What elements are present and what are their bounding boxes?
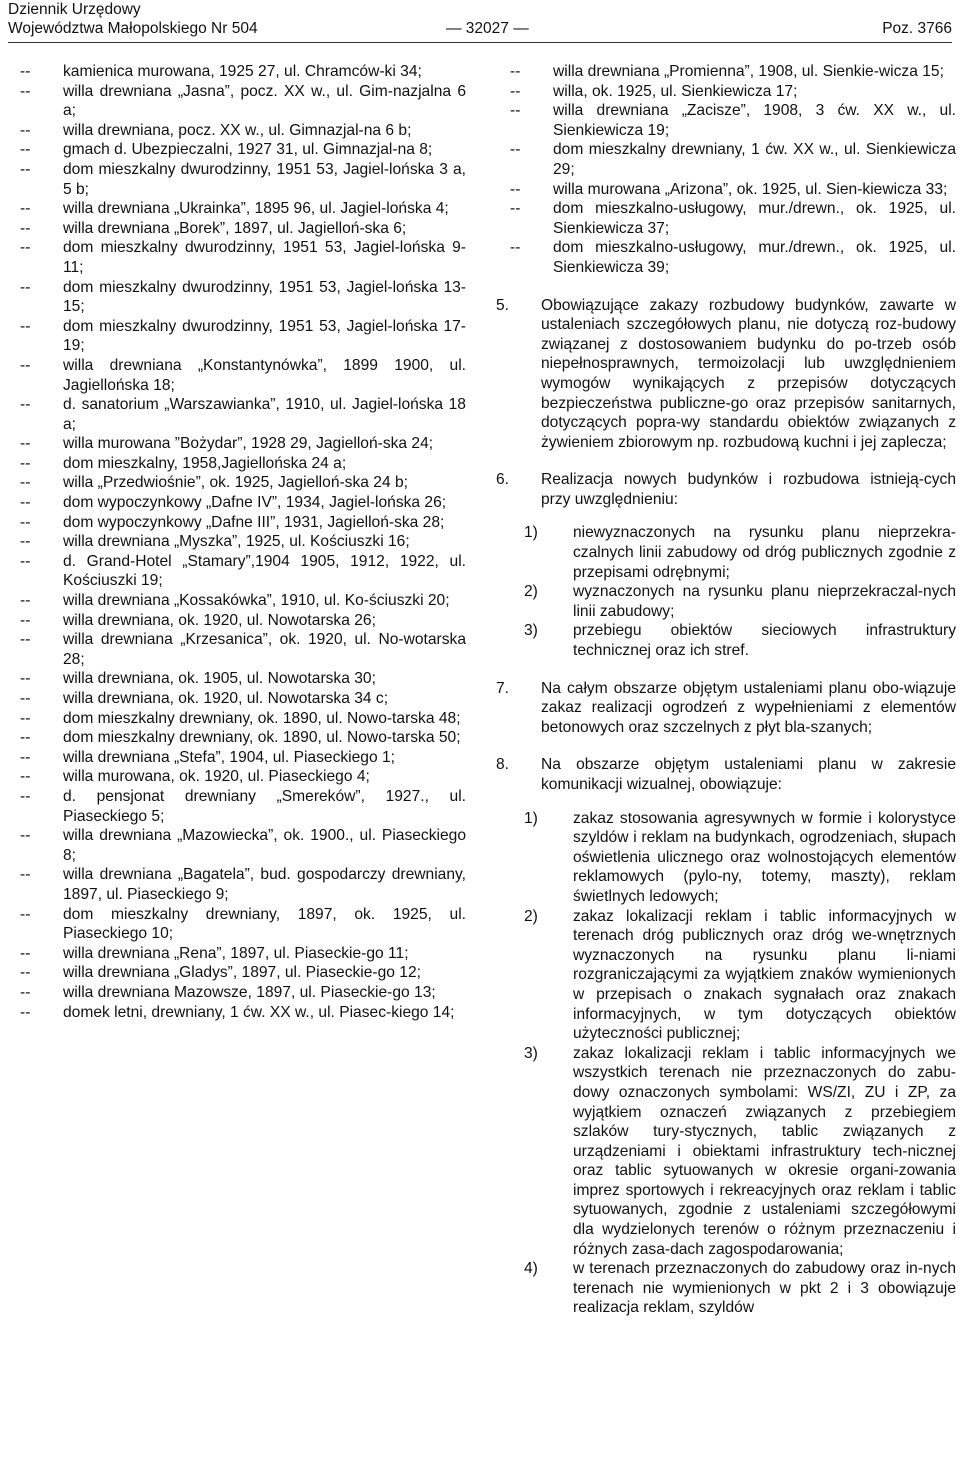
list-dash: -- xyxy=(20,435,31,453)
paragraph-8-item-1 xyxy=(510,809,956,907)
list-item xyxy=(20,669,466,689)
list-dash: -- xyxy=(20,768,31,786)
list-dash: -- xyxy=(20,944,31,962)
item-number: 2) xyxy=(524,907,538,925)
paragraph-5 xyxy=(496,296,956,453)
list-item xyxy=(20,140,466,160)
item-text: zakaz stosowania agresywnych w formie i kolorystyce szyldów i reklam na budynkach, ogrodzeniach, słupach oświetlenia ulicznego oraz wolnostojących elementów reklamowych (pylo-ny, totemy, maszty), reklam świetlnych ledowych; xyxy=(573,809,956,905)
paragraph-number: 5. xyxy=(496,296,510,314)
paragraph-6-item-1 xyxy=(510,523,956,582)
paragraph-7 xyxy=(496,679,956,738)
list-item-text: willa drewniana „Mazowiecka”, ok. 1900., ul. Piaseckiego 8; xyxy=(63,827,466,864)
list-item xyxy=(20,787,466,826)
list-dash: -- xyxy=(20,82,31,100)
list-dash: -- xyxy=(20,827,31,845)
list-dash: -- xyxy=(20,513,31,531)
list-item-text: willa drewniana „Bagatela”, bud. gospodarczy drewniany, 1897, ul. Piaseckiego 9; xyxy=(63,866,466,903)
list-item xyxy=(510,238,956,277)
list-dash: -- xyxy=(20,63,31,80)
list-dash: -- xyxy=(20,709,31,727)
list-item-text: kamienica murowana, 1925 27, ul. Chramców-ki 34; xyxy=(63,63,422,80)
list-item-text: dom mieszkalny dwurodzinny, 1951 53, Jagiel-lońska 3 a, 5 b; xyxy=(63,160,466,198)
list-dash: -- xyxy=(20,356,31,374)
list-item xyxy=(510,180,956,200)
paragraph-text: Obowiązujące zakazy rozbudowy budynków, zawarte w ustaleniach szczegółowych planu, nie dotyczą roz-budowy związanej z dostosowaniem budynku do po-trzeb osób niepełnosprawnych, termoizolacji lub uwzględnieniem wymogów wynikających z przepisów dotyczących bezpieczeństwa publiczne-go oraz przepisów sanitarnych, dotyczących popra-wy standardu obiektów związanych z żywieniem zbiorowym np. rozbudową kuchni i jej zaplecza; xyxy=(541,296,956,451)
item-text: zakaz lokalizacji reklam i tablic informacyjnych w terenach dróg publicznych oraz dróg we-wnętrznych wyznaczonych na rysunku planu li-niami rozgraniczającymi za wyjątkiem znaków wymienionych w przepisach o znakach sygnałach oraz znakach informacyjnych, w tym dotyczących obiektów użyteczności publicznej; xyxy=(573,907,956,1043)
list-item xyxy=(510,140,956,179)
list-item xyxy=(20,473,466,493)
list-dash: -- xyxy=(20,239,31,257)
list-item-text: dom mieszkalno-usługowy, mur./drewn., ok. 1925, ul. Sienkiewicza 37; xyxy=(553,200,956,237)
list-item xyxy=(20,219,466,239)
list-dash: -- xyxy=(20,964,31,982)
list-dash: -- xyxy=(20,670,31,688)
list-item xyxy=(20,493,466,513)
list-item-text: willa drewniana „Stefa”, 1904, ul. Piaseckiego 1; xyxy=(63,748,395,766)
item-number: 3) xyxy=(524,622,538,640)
paragraph-6-item-2 xyxy=(510,582,956,621)
list-item-text: d. Grand-Hotel „Stamary”,1904 1905, 1912, 1922, ul. Kościuszki 19; xyxy=(63,552,466,590)
list-dash: -- xyxy=(20,552,31,570)
list-item xyxy=(20,356,466,395)
list-dash: -- xyxy=(20,317,31,335)
item-number: 4) xyxy=(524,1260,538,1278)
paragraph-number: 6. xyxy=(496,471,510,489)
voivodeship-issue: Województwa Małopolskiego Nr 504 xyxy=(8,20,258,37)
list-item-text: dom mieszkalny, 1958,Jagiellońska 24 a; xyxy=(63,454,347,472)
header-rule xyxy=(8,42,952,43)
list-item xyxy=(20,160,466,199)
list-item xyxy=(20,278,466,317)
list-item-text: dom mieszkalny drewniany, 1 ćw. XX w., ul. Sienkiewicza 29; xyxy=(553,141,956,178)
paragraph-8-item-3 xyxy=(510,1044,956,1260)
list-item-text: willa drewniana, pocz. XX w., ul. Gimnazjal-na 6 b; xyxy=(63,121,412,139)
list-dash: -- xyxy=(20,592,31,610)
list-dash: -- xyxy=(20,396,31,414)
paragraph-text: Na obszarze objętym ustaleniami planu w zakresie komunikacji wizualnej, obowiązuje: xyxy=(541,756,956,793)
list-item-text: dom mieszkalny drewniany, ok. 1890, ul. Nowo-tarska 50; xyxy=(63,729,461,747)
list-item xyxy=(20,905,466,944)
list-dash: -- xyxy=(510,180,521,198)
journal-title: Dziennik Urzędowy xyxy=(8,1,141,18)
list-dash: -- xyxy=(20,1003,31,1021)
list-item-text: dom mieszkalny dwurodzinny, 1951 53, Jagiel-lońska 17-19; xyxy=(63,317,466,355)
list-item xyxy=(20,238,466,277)
list-item-text: willa drewniana, ok. 1920, ul. Nowotarska 34 c; xyxy=(63,690,389,707)
list-item-text: d. pensjonat drewniany „Smereków”, 1927., ul. Piaseckiego 5; xyxy=(63,787,466,825)
item-number: 1) xyxy=(524,524,538,542)
list-item-text: dom mieszkalny drewniany, ok. 1890, ul. Nowo-tarska 48; xyxy=(63,709,461,727)
list-item-text: willa murowana „Arizona”, ok. 1925, ul. Sien-kiewicza 33; xyxy=(553,180,948,198)
list-item xyxy=(20,434,466,454)
list-dash: -- xyxy=(20,631,31,649)
list-dash: -- xyxy=(20,494,31,512)
list-dash: -- xyxy=(20,866,31,884)
list-item-text: willa drewniana „Promienna”, 1908, ul. Sienkie-wicza 15; xyxy=(553,63,944,80)
list-item xyxy=(20,513,466,533)
list-item-text: willa drewniana „Krzesanica”, ok. 1920, ul. No-wotarska 28; xyxy=(63,631,466,668)
list-item-text: willa „Przedwiośnie”, ok. 1925, Jagielloń-ska 24 b; xyxy=(63,474,408,492)
list-dash: -- xyxy=(20,533,31,551)
list-item-text: willa drewniana „Konstantynówka”, 1899 1900, ul. Jagiellońska 18; xyxy=(63,356,466,394)
list-item-text: willa drewniana „Gladys”, 1897, ul. Piaseckie-go 12; xyxy=(63,964,421,982)
list-item-text: willa drewniana, ok. 1920, ul. Nowotarska 26; xyxy=(63,611,376,629)
list-dash: -- xyxy=(20,278,31,296)
list-item-text: willa drewniana „Jasna”, pocz. XX w., ul. Gim-nazjalna 6 a; xyxy=(63,82,466,120)
list-dash: -- xyxy=(20,454,31,472)
list-item-text: dom mieszkalny dwurodzinny, 1951 53, Jagiel-lońska 13-15; xyxy=(63,278,466,316)
list-item-text: willa drewniana „Kossakówka”, 1910, ul. Ko-ściuszki 20; xyxy=(63,592,450,610)
list-item-text: willa drewniana „Rena”, 1897, ul. Piaseckie-go 11; xyxy=(63,944,409,962)
list-item xyxy=(510,62,956,82)
page-header xyxy=(8,0,952,44)
list-item xyxy=(20,630,466,669)
list-dash: -- xyxy=(20,219,31,237)
list-dash: -- xyxy=(20,905,31,923)
list-item-text: dom wypoczynkowy „Dafne IV”, 1934, Jagiel-lońska 26; xyxy=(63,494,447,512)
page-number: — 32027 — xyxy=(446,20,529,37)
list-item xyxy=(20,826,466,865)
journal-subtitle xyxy=(8,20,952,38)
list-dash: -- xyxy=(510,102,521,120)
list-item xyxy=(20,199,466,219)
list-dash: -- xyxy=(20,474,31,492)
list-item xyxy=(20,689,466,709)
list-item xyxy=(20,121,466,141)
list-item xyxy=(20,767,466,787)
list-dash: -- xyxy=(510,141,521,159)
list-item-text: willa murowana, ok. 1920, ul. Piaseckiego 4; xyxy=(63,768,370,786)
list-dash: -- xyxy=(20,690,31,707)
list-item xyxy=(20,748,466,768)
list-item xyxy=(20,82,466,121)
list-item-text: willa drewniana „Borek”, 1897, ul. Jagielloń-ska 6; xyxy=(63,219,407,237)
monument-list-continued xyxy=(510,62,956,278)
list-item-text: willa, ok. 1925, ul. Sienkiewicza 17; xyxy=(553,82,798,100)
item-text: przebiegu obiektów sieciowych infrastruktury technicznej oraz ich stref. xyxy=(573,622,956,660)
list-item-text: willa drewniana, ok. 1905, ul. Nowotarska 30; xyxy=(63,670,376,688)
list-item xyxy=(20,611,466,631)
list-item xyxy=(20,395,466,434)
list-dash: -- xyxy=(20,141,31,159)
list-item xyxy=(20,1003,466,1023)
list-dash: -- xyxy=(20,160,31,178)
list-item-text: willa drewniana „Ukrainka”, 1895 96, ul. Jagiel-lońska 4; xyxy=(63,200,449,218)
list-item xyxy=(20,944,466,964)
list-item-text: dom wypoczynkowy „Dafne III”, 1931, Jagielloń-ska 28; xyxy=(63,513,445,531)
paragraph-6-item-3 xyxy=(510,621,956,660)
item-text: w terenach przeznaczonych do zabudowy oraz in-nych terenach nie wymienionych w pkt 2 i 3 obowiązuje realizacja reklam, szyldów xyxy=(573,1260,956,1317)
list-dash: -- xyxy=(20,787,31,805)
item-text: niewyznaczonych na rysunku planu nieprzekra-czalnych linii zabudowy od dróg publicznych zgodnie z przepisami odrębnymi; xyxy=(573,524,956,581)
list-item-text: willa murowana ”Bożydar”, 1928 29, Jagielloń-ska 24; xyxy=(63,435,434,453)
paragraph-text: Na całym obszarze objętym ustaleniami planu obo-wiązuje zakaz realizacji ogrodzeń z wypełnieniami z elementów betonowych oraz szczelnych z płyt bla-szanych; xyxy=(541,679,956,736)
list-item-text: dom mieszkalny dwurodzinny, 1951 53, Jagiel-lońska 9-11; xyxy=(63,239,466,276)
list-item-text: willa drewniana „Zacisze”, 1908, 3 ćw. XX w., ul. Sienkiewicza 19; xyxy=(553,102,956,139)
paragraph-number: 7. xyxy=(496,679,510,697)
list-item xyxy=(510,199,956,238)
item-number: 3) xyxy=(524,1044,538,1062)
list-item-text: dom mieszkalno-usługowy, mur./drewn., ok. 1925, ul. Sienkiewicza 39; xyxy=(553,239,956,276)
list-item-text: domek letni, drewniany, 1 ćw. XX w., ul. Piasec-kiego 14; xyxy=(63,1003,455,1021)
paragraph-8-item-2 xyxy=(510,907,956,1044)
list-dash: -- xyxy=(510,200,521,218)
list-dash: -- xyxy=(20,121,31,139)
list-item xyxy=(20,983,466,1003)
list-dash: -- xyxy=(20,729,31,747)
list-dash: -- xyxy=(20,200,31,218)
paragraph-8-item-4 xyxy=(510,1259,956,1318)
paragraph-8 xyxy=(496,755,956,794)
list-item xyxy=(20,591,466,611)
list-dash: -- xyxy=(20,983,31,1001)
list-item-text: gmach d. Ubezpieczalni, 1927 31, ul. Gimnazjal-na 8; xyxy=(63,141,433,159)
list-item xyxy=(20,963,466,983)
left-column xyxy=(20,62,466,1022)
list-dash: -- xyxy=(20,611,31,629)
list-item-text: willa drewniana „Myszka”, 1925, ul. Kościuszki 16; xyxy=(63,533,410,551)
list-item xyxy=(20,454,466,474)
list-item-text: willa drewniana Mazowsze, 1897, ul. Piaseckie-go 13; xyxy=(63,983,436,1001)
position-number: Poz. 3766 xyxy=(882,20,952,37)
list-item-text: dom mieszkalny drewniany, 1897, ok. 1925, ul. Piaseckiego 10; xyxy=(63,905,466,943)
list-dash: -- xyxy=(510,63,521,80)
list-item xyxy=(20,728,466,748)
list-item xyxy=(20,532,466,552)
list-item xyxy=(510,101,956,140)
list-item xyxy=(20,865,466,904)
list-item xyxy=(20,317,466,356)
paragraph-number: 8. xyxy=(496,756,510,774)
item-text: wyznaczonych na rysunku planu nieprzekraczal-nych linii zabudowy; xyxy=(573,583,956,620)
list-item-text: d. sanatorium „Warszawianka”, 1910, ul. Jagiel-lońska 18 a; xyxy=(63,396,466,433)
list-item xyxy=(20,552,466,591)
item-text: zakaz lokalizacji reklam i tablic informacyjnych we wszystkich terenach nie przeznaczonych do zabu-dowy oznaczonych symbolami: WS/ZI, ZU i ZP, za wyjątkiem oznaczeń związanych z przebiegiem szlaków tury-stycznych, tablic związanych z urządzeniami i obiektami infrastruktury tech-nicznej oraz tablic sytuowanych w okresie organi-zowania imprez sportowych i rekreacyjnych oraz reklam i tablic sytuowanych, zgodnie z ustaleniami szczegółowymi dla wydzielonych terenów o różnym przeznaczeniu i różnych zasa-dach zagospodarowania; xyxy=(573,1044,956,1258)
list-dash: -- xyxy=(510,82,521,100)
paragraph-6 xyxy=(496,470,956,509)
paragraph-text: Realizacja nowych budynków i rozbudowa istnieją-cych przy uwzględnieniu: xyxy=(541,471,956,508)
item-number: 1) xyxy=(524,809,538,827)
list-item xyxy=(20,62,466,82)
right-column xyxy=(496,62,956,1318)
list-dash: -- xyxy=(20,748,31,766)
list-dash: -- xyxy=(510,239,521,257)
list-item xyxy=(510,82,956,102)
item-number: 2) xyxy=(524,583,538,601)
list-item xyxy=(20,709,466,729)
